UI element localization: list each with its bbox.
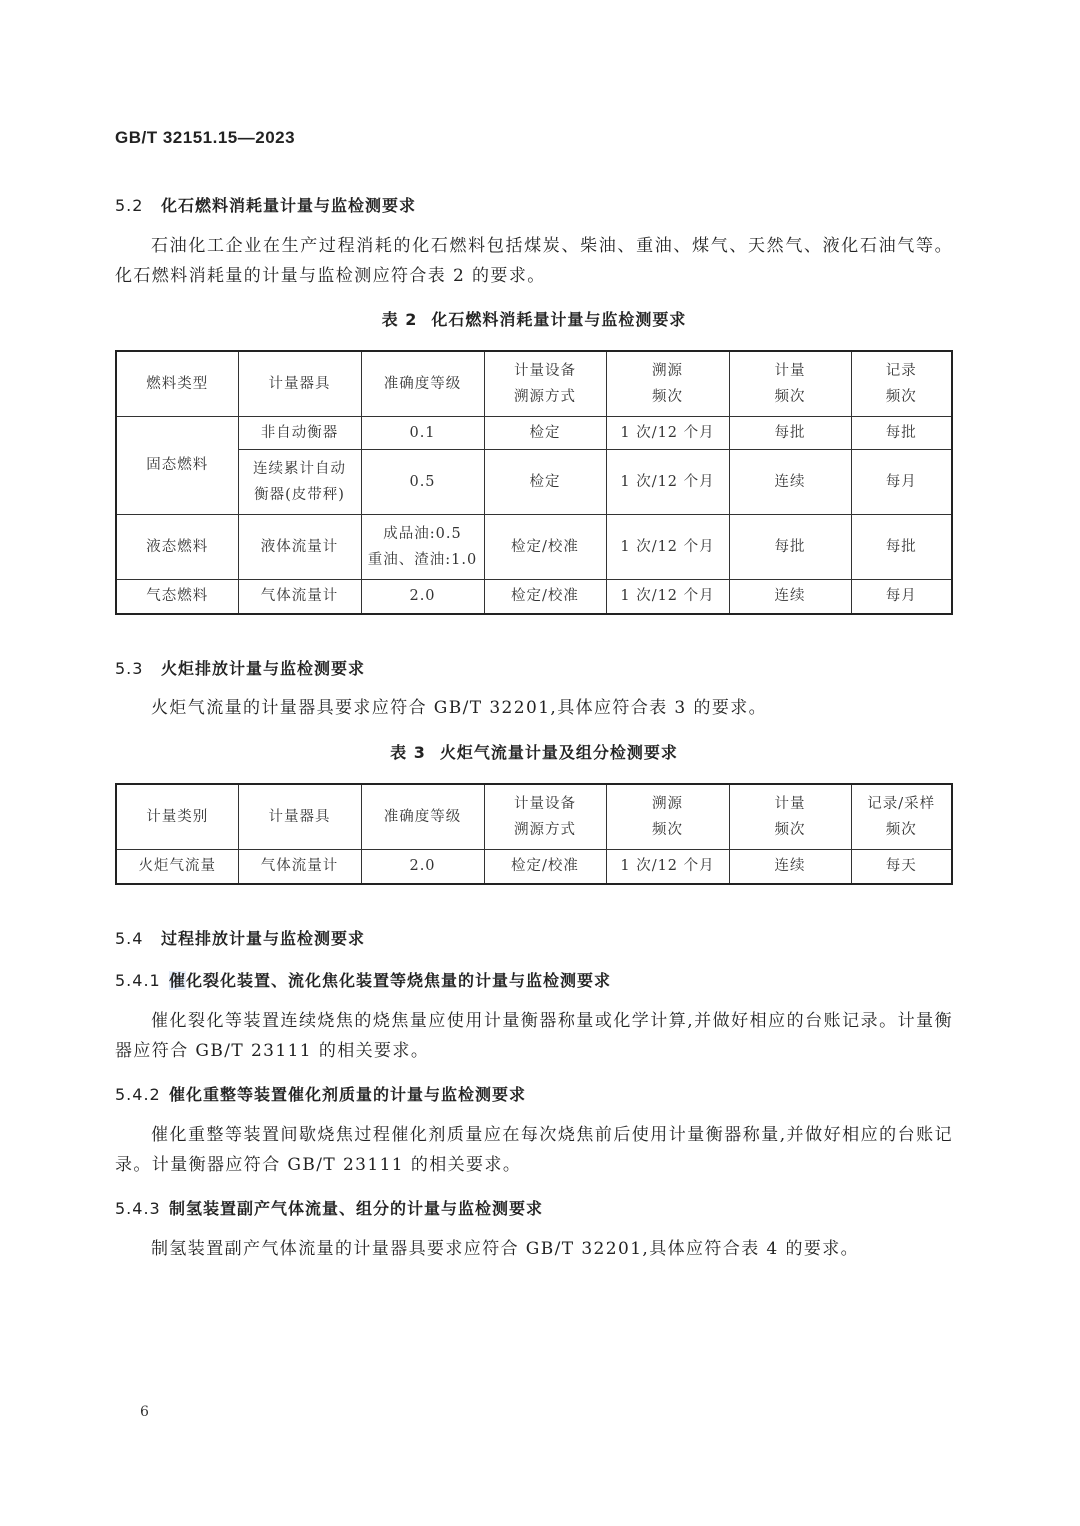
header-cell: 溯源 频次 (606, 351, 729, 416)
section-title: 火炬排放计量与监检测要求 (161, 659, 366, 678)
section-5-4-2-heading (115, 1082, 526, 1105)
page-number: 6 (140, 1404, 149, 1420)
header-cell: 记录 频次 (851, 351, 952, 416)
table-cell: 每月 (851, 579, 952, 614)
table-cell: 2.0 (361, 579, 484, 614)
table-cell: 液体流量计 (238, 514, 361, 579)
table-2-caption (115, 307, 953, 330)
header-cell: 准确度等级 (361, 351, 484, 416)
table-label: 表 2 (381, 310, 418, 329)
table-cell: 火炬气流量 (116, 849, 238, 884)
table-cell: 连续 (729, 849, 851, 884)
header-cell: 记录/采样 频次 (851, 784, 952, 849)
table-3 (115, 783, 953, 885)
section-5-4-2-paragraph: 催化重整等装置间歇烧焦过程催化剂质量应在每次烧焦前后使用计量衡器称量,并做好相应的台账记录。计量衡器应符合 GB/T 23111 的相关要求。 (115, 1125, 953, 1175)
table-2 (115, 350, 953, 615)
section-5-3-paragraph: 火炬气流量的计量器具要求应符合 GB/T 32201,具体应符合表 3 的要求。 (151, 698, 768, 718)
fuel-type-cell: 固态燃料 (116, 416, 238, 514)
section-number: 5.4.2 (115, 1085, 161, 1104)
table-row (116, 579, 952, 614)
section-number: 5.4.1 (115, 971, 161, 990)
table-cell: 气体流量计 (238, 579, 361, 614)
table-cell: 0.5 (361, 449, 484, 514)
table-header-row (116, 784, 952, 849)
table-cell: 1 次/12 个月 (606, 849, 729, 884)
section-title: 催化重整等装置催化剂质量的计量与监检测要求 (169, 1085, 527, 1104)
table-title: 火炬气流量计量及组分检测要求 (439, 743, 678, 762)
table-cell: 连续累计自动 衡器(皮带秤) (238, 449, 361, 514)
table-cell: 检定/校准 (484, 579, 606, 614)
section-title: 化裂化装置、流化焦化装置等烧焦量的计量与监检测要求 (186, 971, 612, 990)
table-cell: 2.0 (361, 849, 484, 884)
table-cell: 每批 (729, 416, 851, 449)
table-row (116, 449, 952, 514)
table-cell: 1 次/12 个月 (606, 579, 729, 614)
table-cell: 1 次/12 个月 (606, 514, 729, 579)
section-title: 制氢装置副产气体流量、组分的计量与监检测要求 (169, 1199, 544, 1218)
table-header-row (116, 351, 952, 416)
table-cell: 每批 (729, 514, 851, 579)
section-5-2-heading (115, 193, 416, 216)
section-5-4-3-paragraph: 制氢装置副产气体流量的计量器具要求应符合 GB/T 32201,具体应符合表 4 的要求。 (151, 1239, 860, 1259)
table-3-caption (115, 740, 953, 763)
section-number: 5.2 (115, 196, 144, 215)
header-cell: 溯源 频次 (606, 784, 729, 849)
table-cell: 每月 (851, 449, 952, 514)
table-cell: 气体流量计 (238, 849, 361, 884)
header-cell: 计量设备 溯源方式 (484, 784, 606, 849)
text-cursor-highlight[interactable]: 催 (169, 971, 187, 990)
table-cell: 每批 (851, 514, 952, 579)
section-title: 过程排放计量与监检测要求 (161, 929, 366, 948)
document-code: GB/T 32151.15—2023 (115, 128, 296, 147)
header-cell: 准确度等级 (361, 784, 484, 849)
section-number: 5.3 (115, 659, 144, 678)
fuel-type-cell: 气态燃料 (116, 579, 238, 614)
header-cell: 计量器具 (238, 351, 361, 416)
section-5-2-paragraph: 石油化工企业在生产过程消耗的化石燃料包括煤炭、柴油、重油、煤气、天然气、液化石油气等。化石燃料消耗量的计量与监检测应符合表 2 的要求。 (115, 236, 953, 286)
table-row (116, 514, 952, 579)
table-cell: 成品油:0.5 重油、渣油:1.0 (361, 514, 484, 579)
table-cell: 每天 (851, 849, 952, 884)
section-5-3-heading (115, 656, 365, 679)
header-cell: 计量 频次 (729, 351, 851, 416)
section-5-4-1-paragraph: 催化裂化等装置连续烧焦的烧焦量应使用计量衡器称量或化学计算,并做好相应的台账记录。计量衡器应符合 GB/T 23111 的相关要求。 (115, 1011, 953, 1061)
table-row (116, 849, 952, 884)
header-cell: 计量设备 溯源方式 (484, 351, 606, 416)
header-cell: 燃料类型 (116, 351, 238, 416)
table-cell: 连续 (729, 449, 851, 514)
header-cell: 计量 频次 (729, 784, 851, 849)
section-number: 5.4.3 (115, 1199, 161, 1218)
table-cell: 每批 (851, 416, 952, 449)
table-cell: 检定 (484, 416, 606, 449)
section-5-4-heading (115, 926, 365, 949)
table-cell: 检定/校准 (484, 849, 606, 884)
table-cell: 0.1 (361, 416, 484, 449)
fuel-type-cell: 液态燃料 (116, 514, 238, 579)
section-title: 化石燃料消耗量计量与监检测要求 (161, 196, 417, 215)
table-cell: 1 次/12 个月 (606, 416, 729, 449)
table-cell: 连续 (729, 579, 851, 614)
table-cell: 非自动衡器 (238, 416, 361, 449)
table-cell: 检定/校准 (484, 514, 606, 579)
table-title: 化石燃料消耗量计量与监检测要求 (431, 310, 687, 329)
section-number: 5.4 (115, 929, 144, 948)
section-5-4-1-heading (115, 968, 611, 991)
table-label: 表 3 (390, 743, 426, 762)
section-5-4-3-heading (115, 1196, 543, 1219)
table-cell: 1 次/12 个月 (606, 449, 729, 514)
header-cell: 计量器具 (238, 784, 361, 849)
header-cell: 计量类别 (116, 784, 238, 849)
table-cell: 检定 (484, 449, 606, 514)
table-row (116, 416, 952, 449)
